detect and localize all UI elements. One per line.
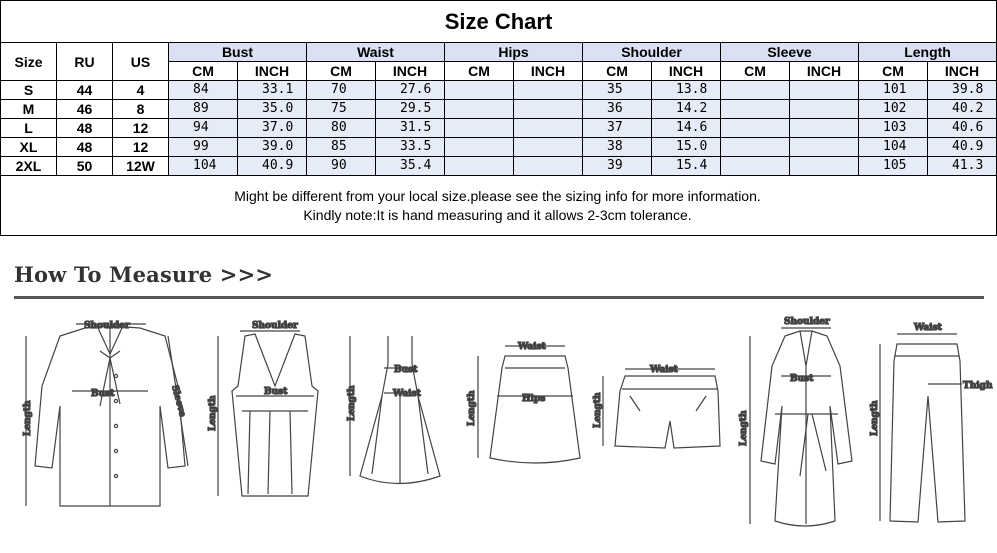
- waist-inch-cell: 33.5: [376, 138, 445, 157]
- sleeve-cm-cell: [721, 119, 790, 138]
- us-header: US: [113, 43, 169, 81]
- chart-title: Size Chart: [1, 1, 996, 43]
- blouse-length-label: Length: [23, 400, 33, 436]
- us-cell: 4: [113, 81, 169, 100]
- waist-cm-cell: 75: [307, 100, 376, 119]
- waist-header: Waist: [307, 43, 445, 62]
- bust-inch-cell: 40.9: [238, 157, 307, 176]
- us-cell: 12: [113, 138, 169, 157]
- hips-cm-cell: [445, 100, 514, 119]
- hips-cm-cell: [445, 81, 514, 100]
- skirt-length-label: Length: [467, 390, 477, 426]
- bust-cm-cell: 104: [169, 157, 238, 176]
- sleeve-inch-cell: [790, 119, 859, 138]
- trousers-diagram: [880, 334, 965, 522]
- shoulder-cm-cell: 38: [583, 138, 652, 157]
- length-header: Length: [859, 43, 997, 62]
- unit-inch: INCH: [514, 62, 583, 81]
- table-row: [1, 138, 997, 157]
- table-row: [1, 81, 997, 100]
- length-cm-cell: 104: [859, 138, 928, 157]
- length-cm-cell: 102: [859, 100, 928, 119]
- shoulder-inch-cell: 14.2: [652, 100, 721, 119]
- unit-cm: CM: [445, 62, 514, 81]
- shorts-waist-label: Waist: [650, 365, 678, 375]
- trousers-thigh-label: Thigh: [963, 381, 993, 391]
- skirt-diagram: [478, 346, 580, 463]
- tank-length-label: Length: [208, 395, 218, 431]
- tank-bust-label: Bust: [264, 387, 288, 397]
- shorts-length-label: Length: [593, 392, 603, 428]
- unit-inch: INCH: [652, 62, 721, 81]
- hips-cm-cell: [445, 157, 514, 176]
- unit-inch: INCH: [238, 62, 307, 81]
- hips-header: Hips: [445, 43, 583, 62]
- shoulder-cm-cell: 35: [583, 81, 652, 100]
- ru-cell: 50: [57, 157, 113, 176]
- hips-inch-cell: [514, 138, 583, 157]
- table-row: [1, 157, 997, 176]
- table-row: [1, 119, 997, 138]
- hips-inch-cell: [514, 100, 583, 119]
- size-table: [0, 42, 997, 176]
- length-inch-cell: 39.8: [928, 81, 997, 100]
- unit-cm: CM: [169, 62, 238, 81]
- sleeve-cm-cell: [721, 81, 790, 100]
- unit-cm: CM: [583, 62, 652, 81]
- length-inch-cell: 40.2: [928, 100, 997, 119]
- size-cell: XL: [1, 138, 57, 157]
- blouse-diagram: [26, 324, 188, 506]
- length-cm-cell: 103: [859, 119, 928, 138]
- hips-inch-cell: [514, 157, 583, 176]
- us-cell: 8: [113, 100, 169, 119]
- bust-cm-cell: 84: [169, 81, 238, 100]
- shorts-diagram: [603, 369, 720, 448]
- sundress-length-label: Length: [347, 385, 357, 421]
- tank-top-diagram: [218, 331, 318, 496]
- length-cm-cell: 105: [859, 157, 928, 176]
- sleeve-cm-cell: [721, 157, 790, 176]
- table-row: [1, 100, 997, 119]
- bust-inch-cell: 37.0: [238, 119, 307, 138]
- bust-inch-cell: 35.0: [238, 100, 307, 119]
- ru-cell: 48: [57, 119, 113, 138]
- blouse-sleeve-label: Sleeve: [169, 384, 188, 419]
- coat-bust-label: Bust: [790, 374, 814, 384]
- garment-diagrams: [0, 236, 997, 553]
- ru-cell: 48: [57, 138, 113, 157]
- sundress-waist-label: Waist: [393, 389, 421, 399]
- sleeve-inch-cell: [790, 81, 859, 100]
- sleeve-header: Sleeve: [721, 43, 859, 62]
- shoulder-cm-cell: 39: [583, 157, 652, 176]
- sundress-diagram: [350, 336, 440, 484]
- length-cm-cell: 101: [859, 81, 928, 100]
- size-cell: S: [1, 81, 57, 100]
- shoulder-inch-cell: 14.6: [652, 119, 721, 138]
- sleeve-cm-cell: [721, 138, 790, 157]
- ru-header: RU: [57, 43, 113, 81]
- unit-cm: CM: [859, 62, 928, 81]
- waist-inch-cell: 35.4: [376, 157, 445, 176]
- bust-cm-cell: 89: [169, 100, 238, 119]
- tank-shoulder-label: Shoulder: [252, 321, 298, 331]
- waist-inch-cell: 27.6: [376, 81, 445, 100]
- size-cell: L: [1, 119, 57, 138]
- trousers-waist-label: Waist: [914, 323, 942, 333]
- bust-inch-cell: 39.0: [238, 138, 307, 157]
- shoulder-header: Shoulder: [583, 43, 721, 62]
- size-cell: 2XL: [1, 157, 57, 176]
- bust-header: Bust: [169, 43, 307, 62]
- waist-inch-cell: 29.5: [376, 100, 445, 119]
- size-header: Size: [1, 43, 57, 81]
- shoulder-cm-cell: 36: [583, 100, 652, 119]
- waist-cm-cell: 80: [307, 119, 376, 138]
- unit-inch: INCH: [790, 62, 859, 81]
- skirt-waist-label: Waist: [518, 342, 546, 352]
- blouse-bust-label: Bust: [91, 389, 115, 399]
- ru-cell: 44: [57, 81, 113, 100]
- length-inch-cell: 40.9: [928, 138, 997, 157]
- hips-cm-cell: [445, 119, 514, 138]
- bust-inch-cell: 33.1: [238, 81, 307, 100]
- hips-inch-cell: [514, 81, 583, 100]
- unit-cm: CM: [721, 62, 790, 81]
- waist-cm-cell: 85: [307, 138, 376, 157]
- note-local-size: Might be different from your local size.please see the sizing info for more information.: [234, 188, 761, 204]
- shoulder-inch-cell: 15.0: [652, 138, 721, 157]
- waist-cm-cell: 70: [307, 81, 376, 100]
- coat-length-label: Length: [739, 410, 749, 446]
- unit-inch: INCH: [376, 62, 445, 81]
- length-inch-cell: 41.3: [928, 157, 997, 176]
- hips-cm-cell: [445, 138, 514, 157]
- coat-shoulder-label: Shoulder: [784, 317, 830, 327]
- bust-cm-cell: 94: [169, 119, 238, 138]
- unit-cm: CM: [307, 62, 376, 81]
- waist-cm-cell: 90: [307, 157, 376, 176]
- length-inch-cell: 40.6: [928, 119, 997, 138]
- coat-diagram: [750, 328, 852, 526]
- sleeve-cm-cell: [721, 100, 790, 119]
- sleeve-inch-cell: [790, 157, 859, 176]
- skirt-hips-label: Hips: [522, 394, 546, 404]
- us-cell: 12: [113, 119, 169, 138]
- hips-inch-cell: [514, 119, 583, 138]
- how-to-measure-section: [0, 236, 997, 553]
- sizing-notes: [0, 187, 995, 225]
- shoulder-inch-cell: 13.8: [652, 81, 721, 100]
- shoulder-cm-cell: 37: [583, 119, 652, 138]
- sleeve-inch-cell: [790, 100, 859, 119]
- note-tolerance: Kindly note:It is hand measuring and it allows 2-3cm tolerance.: [303, 207, 692, 223]
- table-header-groups: [1, 43, 997, 62]
- shoulder-inch-cell: 15.4: [652, 157, 721, 176]
- unit-inch: INCH: [928, 62, 997, 81]
- size-cell: M: [1, 100, 57, 119]
- sleeve-inch-cell: [790, 138, 859, 157]
- blouse-shoulder-label: Shoulder: [84, 321, 130, 331]
- trousers-length-label: Length: [870, 400, 880, 436]
- us-cell: 12W: [113, 157, 169, 176]
- sundress-bust-label: Bust: [394, 365, 418, 375]
- bust-cm-cell: 99: [169, 138, 238, 157]
- waist-inch-cell: 31.5: [376, 119, 445, 138]
- how-to-measure-heading: How To Measure >>>: [14, 262, 274, 287]
- ru-cell: 46: [57, 100, 113, 119]
